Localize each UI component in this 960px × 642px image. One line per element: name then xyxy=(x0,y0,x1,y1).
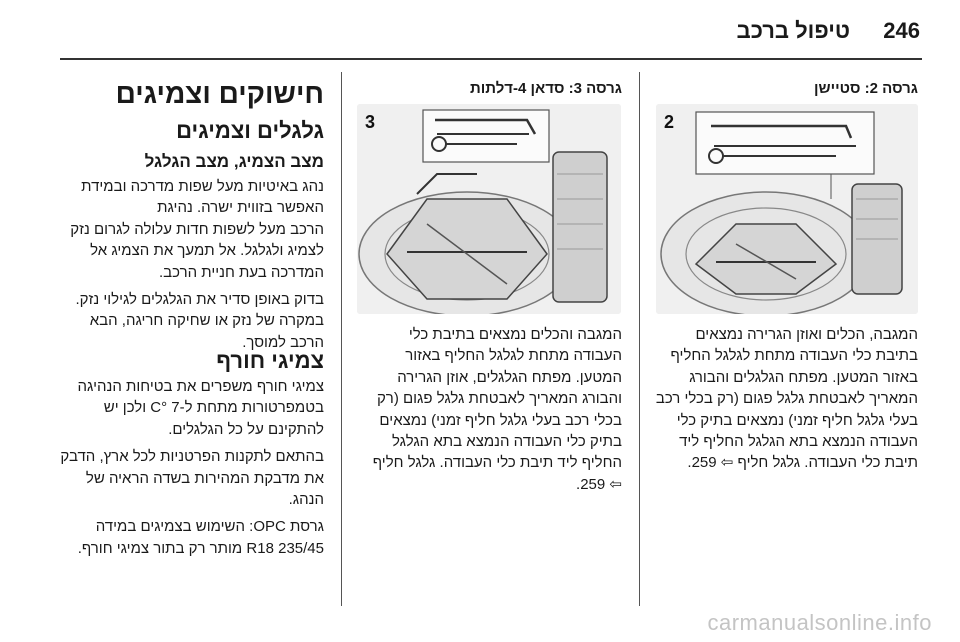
text-line: העבודה מתחת לגלגל החליף באזור xyxy=(405,347,622,365)
text-line: המדרכה בעת חניית הרכב. xyxy=(159,263,324,281)
text-line: להתקינם על כל הגלגלים. xyxy=(168,420,324,438)
figure-3-image xyxy=(357,104,621,314)
text-line: החליף ליד תיבת כלי העבודה. גלגל חליף xyxy=(372,454,622,472)
section-title: טיפול ברכב xyxy=(736,18,850,43)
text-line: המגבה והכלים נמצאים בתיבת כלי xyxy=(408,326,622,343)
text-line: הנהג. xyxy=(288,491,324,509)
figure-2-number: 2 xyxy=(664,112,675,132)
text-line: בתיק כלי העבודה הנמצא בתא הגלגל xyxy=(392,433,622,451)
text-line: בתיבת כלי העבודה מתחת לגלגל החליף xyxy=(670,347,918,365)
section-heading: חישוקים וצמיגים xyxy=(115,78,324,109)
figure-3-text xyxy=(350,324,622,495)
column-divider-left xyxy=(341,72,342,606)
text-line: נהג באיטיות מעל שפות מדרכה ובמידת xyxy=(81,178,324,195)
figure-2-text xyxy=(648,324,918,474)
text-line: המטען. מפתח הגלגלים, אוזן הגרירה xyxy=(397,368,622,386)
subsection-heading: גלגלים וצמיגים xyxy=(176,118,324,143)
figure-2-caption: גרסה 2: סטיישן xyxy=(814,80,918,97)
column-divider-right xyxy=(639,72,640,606)
text-line: בכלי רכב בעלי גלגל חליף זמני) נמצאים xyxy=(379,411,622,429)
text-line: העבודה הנמצא בתא הגלגל החליף ליד xyxy=(679,433,918,451)
text-line: במקרה של נזק או שחיקה חריגה, הבא xyxy=(89,312,324,330)
figure-3-number: 3 xyxy=(365,112,376,132)
text-line: באזור המטען. מפתח הגלגלים והבורג xyxy=(689,368,918,386)
watermark: carmanualsonline.info xyxy=(707,610,932,635)
tire-condition-heading: מצב הצמיג, מצב הגלגל xyxy=(144,152,324,171)
text-line: גרסת OPC: השימוש בצמיגים במידה xyxy=(95,518,324,536)
page-number: 246 xyxy=(883,18,920,43)
figure-2-image xyxy=(656,104,918,314)
text-line: בדוק באופן סדיר את הגלגלים לגילוי נזק. xyxy=(75,291,324,309)
tire-condition-text xyxy=(62,176,324,353)
text-line: את מדבקת המהירות בשדה הראיה של xyxy=(85,469,324,487)
text-line: הרכב למוסך. xyxy=(242,333,324,351)
text-line: בטמפרטורות מתחת ל-C° 7 ולכן יש xyxy=(103,399,324,417)
winter-tires-heading: צמיגי חורף xyxy=(216,348,324,373)
text-line: 235/45 R18 מותר רק בתור צמיגי חורף. xyxy=(77,539,324,557)
text-line: והבורג המאריך לאבטחת גלגל פגום (רק xyxy=(376,390,622,408)
winter-tires-text xyxy=(62,376,324,559)
text-line: צמיגי חורף משפרים את בטיחות הנהיגה xyxy=(77,378,324,395)
text-line: בהתאם לתקנות הפרטניות לכל ארץ, הדבק xyxy=(60,448,324,466)
text-line: המאריך לאבטחת גלגל פגום (רק בכלי רכב xyxy=(655,390,918,408)
figure-3-caption: גרסה 3: סדאן 4-דלתות xyxy=(469,80,622,97)
text-line: לצמיג ולגלגל. אל תמעך את הצמיג אל xyxy=(90,242,324,260)
text-line: הרכב מעל לשפות חדות עלולה לגרום נזק xyxy=(70,220,324,238)
text-line: האפשר בזווית ישרה. נהיגת xyxy=(157,199,324,217)
trunk-tools-illustration xyxy=(656,104,918,314)
text-line: בעלי גלגל חליף זמני) נמצאים בתיק כלי xyxy=(676,411,918,429)
text-line: המגבה, הכלים ואוזן הגרירה נמצאים xyxy=(695,326,918,343)
text-line: ⇦ 259. xyxy=(576,475,622,493)
sedan-tools-illustration xyxy=(357,104,621,314)
header-divider xyxy=(60,58,922,60)
text-line: תיבת כלי העבודה. גלגל חליף ⇦ 259. xyxy=(687,454,918,472)
